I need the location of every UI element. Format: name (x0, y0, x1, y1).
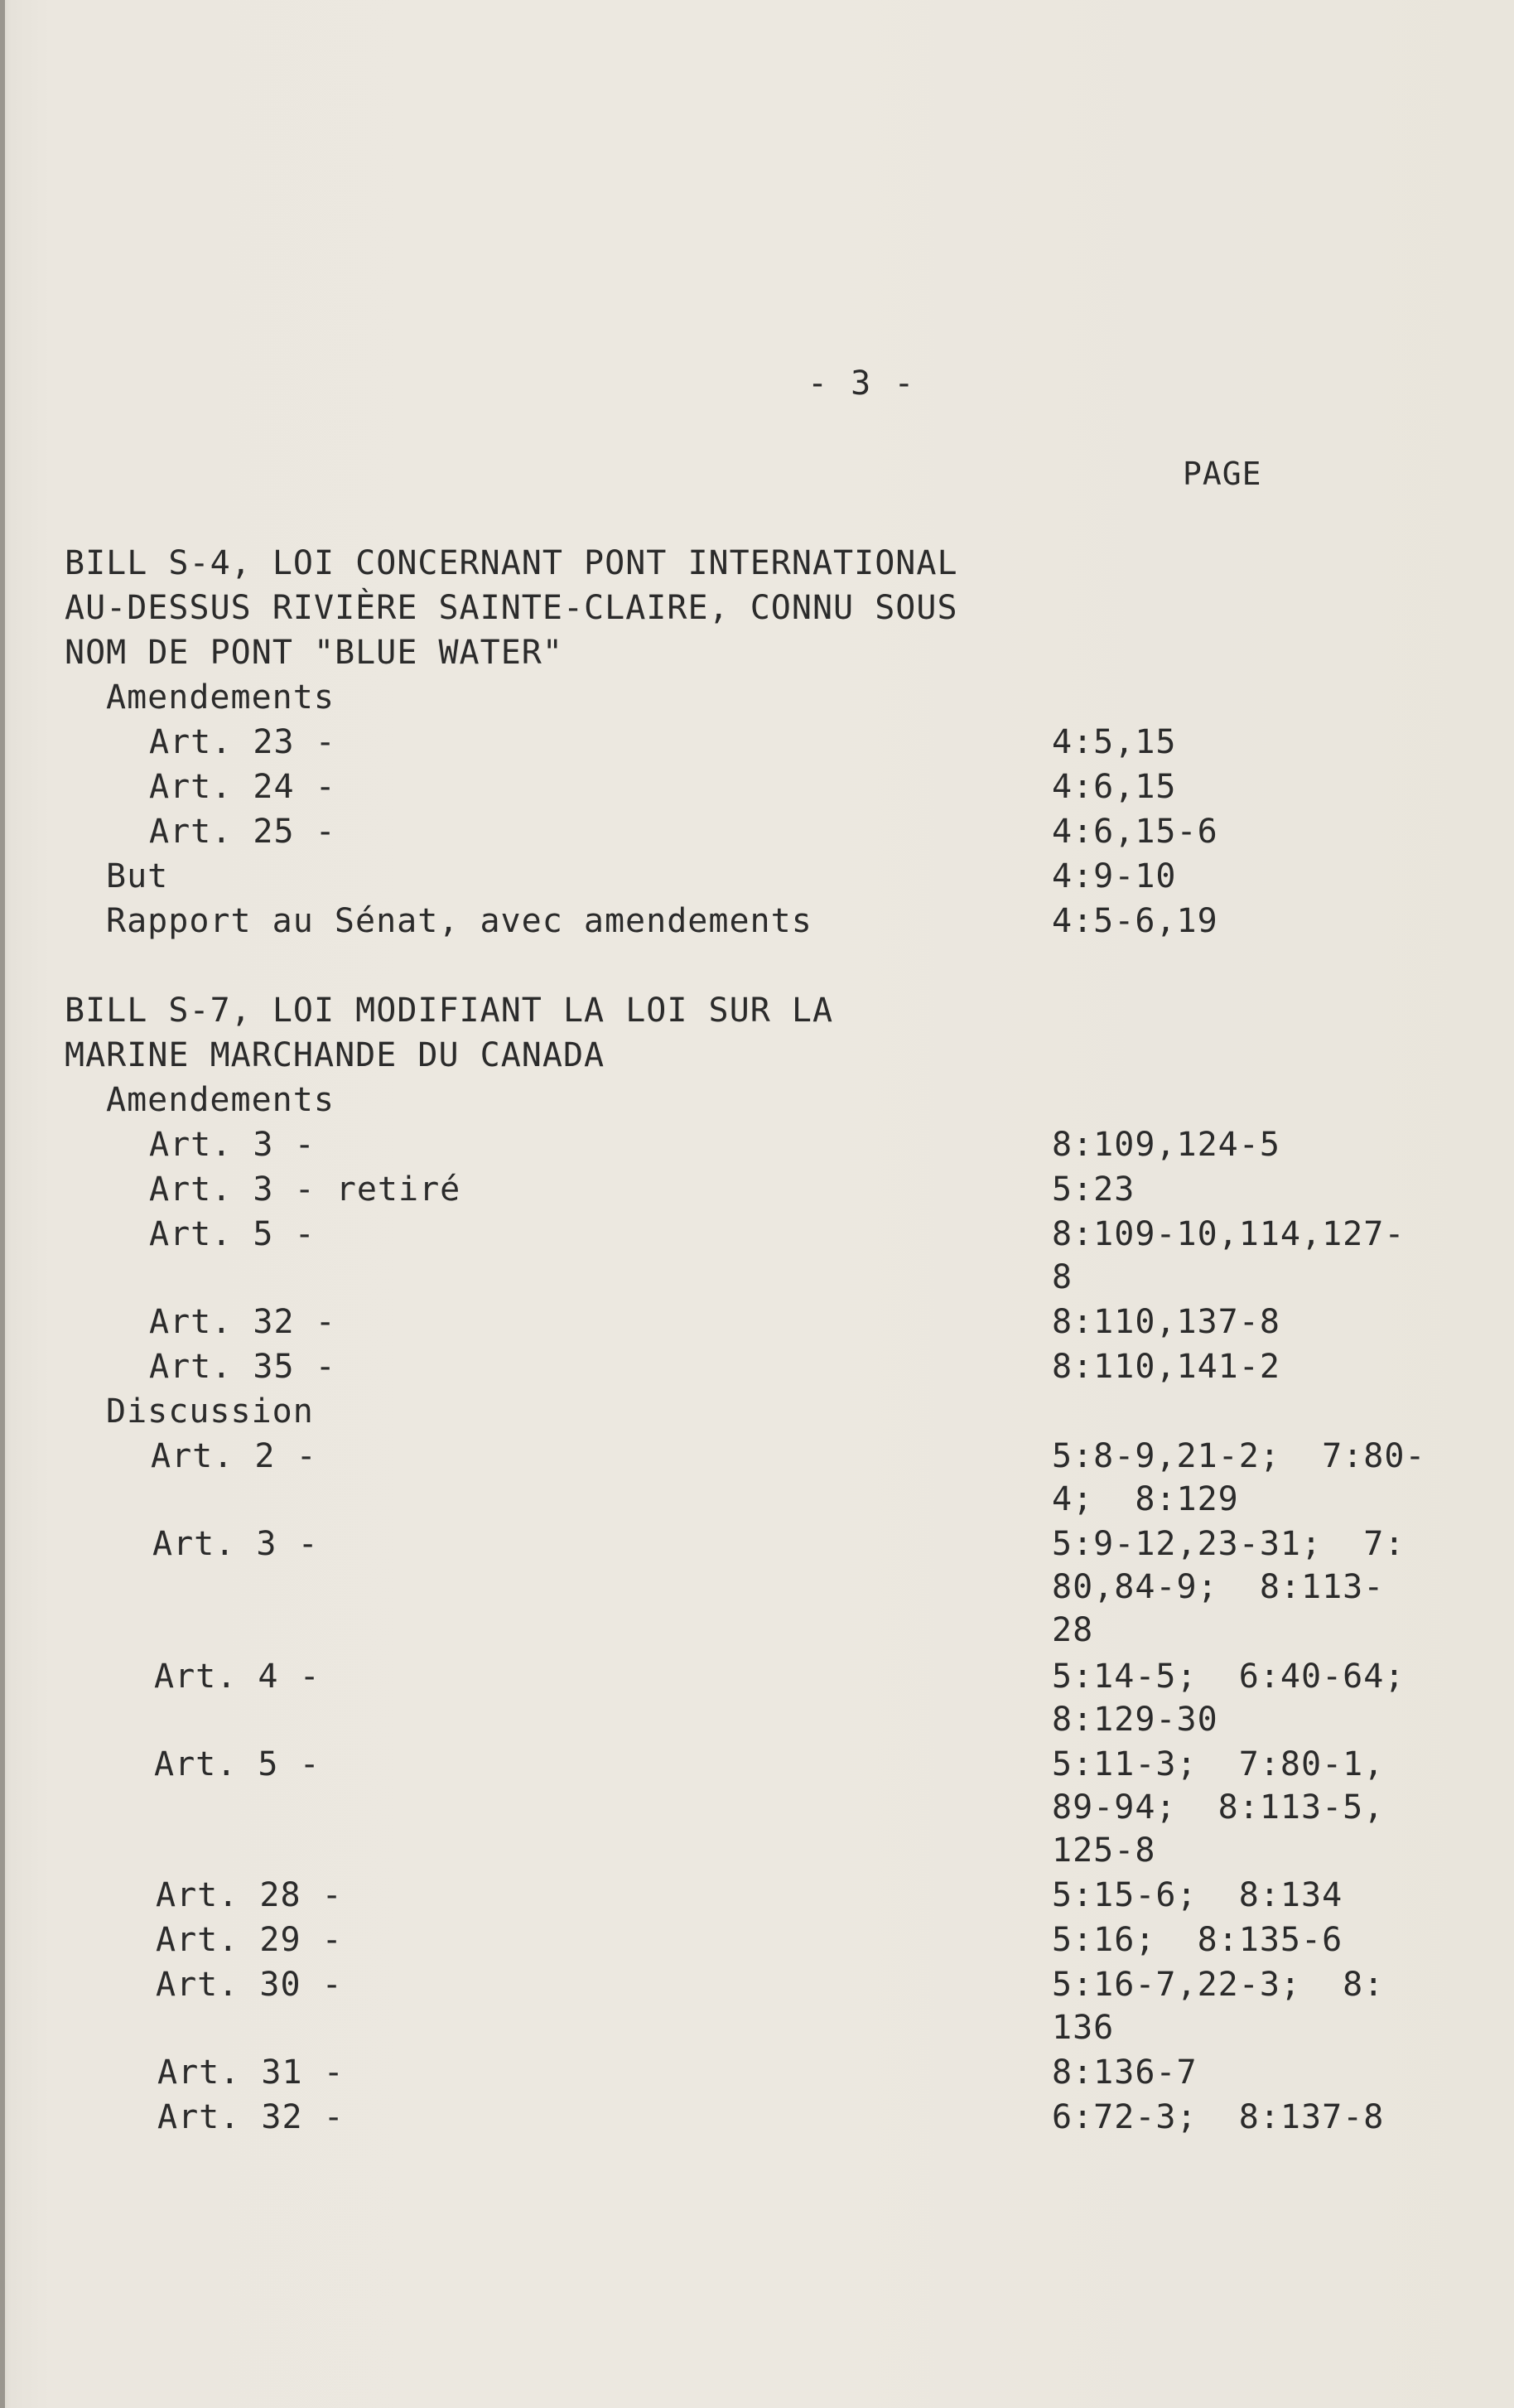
entry-label: Art. 3 - retiré (149, 1170, 461, 1209)
entry-page-ref: 8:136-7 (1052, 2053, 1198, 2092)
entry-page-ref: 5:9-12,23-31; 7: 80,84-9; 8:113- 28 (1052, 1525, 1406, 1649)
entry-label: Art. 31 - (157, 2053, 345, 2092)
entry-page-ref: 5:14-5; 6:40-64; 8:129-30 (1052, 1658, 1406, 1739)
entry-page-ref: 8:109-10,114,127- 8 (1052, 1215, 1406, 1296)
section-heading-line: BILL S-7, LOI MODIFIANT LA LOI SUR LA (65, 992, 834, 1030)
entry-label: Art. 2 - (151, 1437, 317, 1475)
entry-label: Rapport au Sénat, avec amendements (106, 902, 812, 940)
section-heading-line: AU-DESSUS RIVIÈRE SAINTE-CLAIRE, CONNU SOUS (65, 589, 958, 627)
entry-page-ref: 4:6,15-6 (1052, 813, 1218, 851)
entry-label: Art. 5 - (149, 1215, 316, 1253)
entry-label: Discussion (106, 1392, 314, 1431)
entry-page-ref: 5:16-7,22-3; 8: 136 (1052, 1966, 1385, 2047)
entry-page-ref: 4:5-6,19 (1052, 902, 1218, 940)
entry-label: Art. 3 - (149, 1126, 316, 1164)
entry-label: Art. 24 - (149, 768, 336, 806)
entry-label: Art. 23 - (149, 723, 336, 761)
entry-label: Art. 4 - (154, 1658, 321, 1696)
entry-page-ref: 5:23 (1052, 1170, 1136, 1209)
entry-label: Art. 28 - (156, 1876, 343, 1914)
entry-label: But (106, 857, 169, 895)
section-heading-line: BILL S-4, LOI CONCERNANT PONT INTERNATIONAL (65, 544, 958, 582)
entry-label: Art. 32 - (149, 1303, 336, 1341)
entry-label: Art. 29 - (156, 1921, 343, 1959)
entry-page-ref: 6:72-3; 8:137-8 (1052, 2098, 1385, 2136)
entry-label: Art. 5 - (154, 1745, 321, 1783)
entry-page-ref: 8:109,124-5 (1052, 1126, 1280, 1164)
entry-page-ref: 5:16; 8:135-6 (1052, 1921, 1343, 1959)
entry-page-ref: 8:110,141-2 (1052, 1348, 1280, 1386)
entry-label: Art. 30 - (156, 1966, 343, 2004)
entry-label: Art. 3 - (152, 1525, 319, 1563)
entry-label: Art. 35 - (149, 1348, 336, 1386)
page-number: - 3 - (808, 364, 916, 403)
entry-page-ref: 4:5,15 (1052, 723, 1177, 761)
entry-page-ref: 8:110,137-8 (1052, 1303, 1280, 1341)
entry-label: Amendements (106, 1081, 335, 1119)
entry-page-ref: 5:15-6; 8:134 (1052, 1876, 1343, 1914)
entry-page-ref: 4:6,15 (1052, 768, 1177, 806)
entry-label: Amendements (106, 678, 335, 717)
page-column-header: PAGE (1183, 456, 1262, 492)
entry-label: Art. 32 - (157, 2098, 345, 2136)
entry-page-ref: 5:8-9,21-2; 7:80- 4; 8:129 (1052, 1437, 1426, 1518)
entry-page-ref: 5:11-3; 7:80-1, 89-94; 8:113-5, 125-8 (1052, 1745, 1385, 1870)
entry-page-ref: 4:9-10 (1052, 857, 1177, 895)
entry-label: Art. 25 - (149, 813, 336, 851)
section-heading-line: NOM DE PONT "BLUE WATER" (65, 634, 563, 672)
section-heading-line: MARINE MARCHANDE DU CANADA (65, 1036, 605, 1074)
